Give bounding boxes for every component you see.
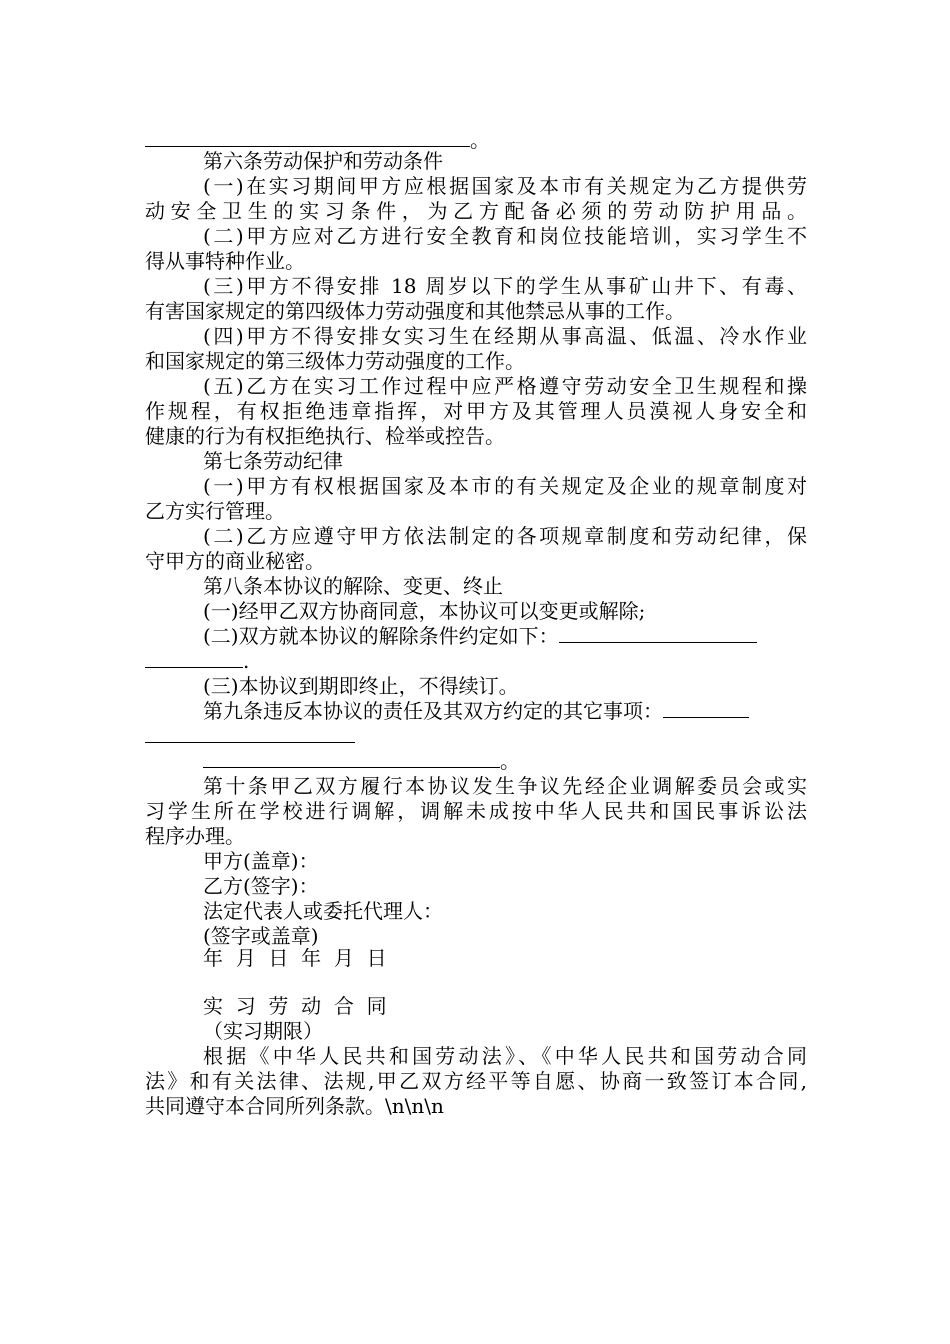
line-text: 习学生所在学校进行调解，调解未成按中华人民共和国民事诉讼法 <box>145 799 807 823</box>
line-text: 第九条违反本协议的责任及其双方约定的其它事项： <box>203 699 663 723</box>
line-text: (三)本协议到期即终止，不得续订。 <box>203 674 519 698</box>
article-heading <box>203 449 807 473</box>
text-line <box>203 174 807 198</box>
line-text: (一)经甲乙双方协商同意，本协议可以变更或解除; <box>203 599 646 623</box>
text-line <box>145 424 807 448</box>
text-line <box>145 499 807 523</box>
blank-underline <box>663 701 749 718</box>
line-text: (签字或盖章) <box>203 924 319 948</box>
line-text: (一)甲方有权根据国家及本市的有关规定及企业的规章制度对 <box>203 474 807 498</box>
signature-field <box>203 924 807 948</box>
line-text: 实 习 劳 动 合 同 <box>203 994 387 1018</box>
line-text: 作规程，有权拒绝违章指挥，对甲方及其管理人员漠视人身安全和 <box>145 399 807 423</box>
line-text: 有害国家规定的第四级体力劳动强度和其他禁忌从事的工作。 <box>145 299 685 323</box>
text-line <box>203 674 807 698</box>
line-text: 根据《中华人民共和国劳动法》、《中华人民共和国劳动合同 <box>203 1044 807 1068</box>
line-text: 共同遵守本合同所列条款。\n\n\n <box>145 1094 444 1118</box>
line-text: 乙方实行管理。 <box>145 499 285 523</box>
text-line <box>145 399 807 423</box>
article-heading <box>203 774 807 798</box>
line-text: 第十条甲乙双方履行本协议发生争议先经企业调解委员会或实 <box>203 774 807 798</box>
line-text: (一)在实习期间甲方应根据国家及本市有关规定为乙方提供劳 <box>203 174 807 198</box>
line-text: 和国家规定的第三级体力劳动强度的工作。 <box>145 349 525 373</box>
signature-field <box>203 874 807 898</box>
text-line <box>203 1044 807 1068</box>
article-heading <box>203 574 807 598</box>
line-text: 乙方(签字)： <box>203 874 319 898</box>
text-line <box>203 749 807 773</box>
line-text: (二)乙方应遵守甲方依法制定的各项规章制度和劳动纪律，保 <box>203 524 807 548</box>
text-line <box>145 649 807 673</box>
blank-underline <box>145 130 470 147</box>
text-line <box>203 524 807 548</box>
text-line <box>145 799 807 823</box>
line-text: 动安全卫生的实习条件，为乙方配备必须的劳动防护用品。 <box>145 199 807 223</box>
line-text: 第八条本协议的解除、变更、终止 <box>203 574 503 598</box>
text-line <box>203 324 807 348</box>
line-text: 。 <box>470 128 490 152</box>
text-line <box>145 1069 807 1093</box>
line-text: (二)甲方应对乙方进行安全教育和岗位技能培训，实习学生不 <box>203 224 807 248</box>
blank-underline <box>203 751 500 768</box>
text-line <box>203 374 807 398</box>
text-line <box>203 474 807 498</box>
text-line <box>203 274 807 298</box>
text-line <box>203 599 807 623</box>
blank-underline <box>559 626 757 643</box>
signature-field <box>203 849 807 873</box>
line-text: (五)乙方在实习工作过程中应严格遵守劳动安全卫生规程和操 <box>203 374 807 398</box>
text-line <box>145 824 807 848</box>
line-text: 法定代表人或委托代理人： <box>203 899 443 923</box>
line-text: 。 <box>500 749 520 773</box>
line-text: 法》和有关法律、法规,甲乙双方经平等自愿、协商一致签订本合同, <box>145 1069 807 1093</box>
line-text: . <box>243 649 250 673</box>
blank-underline <box>145 726 355 743</box>
line-text: (三)甲方不得安排 18 周岁以下的学生从事矿山井下、有毒、 <box>203 274 807 298</box>
signature-field <box>203 899 807 923</box>
line-text: 守甲方的商业秘密。 <box>145 549 325 573</box>
line-text: （实习期限） <box>203 1019 323 1043</box>
text-line <box>203 224 807 248</box>
text-line <box>145 549 807 573</box>
line-text: (四)甲方不得安排女实习生在经期从事高温、低温、冷水作业 <box>203 324 807 348</box>
text-line <box>145 249 807 273</box>
blank-underline <box>145 651 243 668</box>
article-heading <box>203 149 807 173</box>
line-text: (二)双方就本协议的解除条件约定如下： <box>203 624 559 648</box>
contract-subtitle <box>203 1019 807 1043</box>
line-text: 第六条劳动保护和劳动条件 <box>203 149 443 173</box>
line-text: 健康的行为有权拒绝执行、检举或控告。 <box>145 424 505 448</box>
line-text: 第七条劳动纪律 <box>203 449 343 473</box>
date-line <box>203 946 807 970</box>
line-text: 甲方(盖章)： <box>203 849 319 873</box>
article-heading <box>203 699 807 723</box>
text-line <box>145 199 807 223</box>
text-line <box>145 349 807 373</box>
text-line <box>145 1094 807 1118</box>
text-line <box>203 624 807 648</box>
text-line <box>145 299 807 323</box>
text-line <box>145 724 807 748</box>
line-text: 程序办理。 <box>145 824 245 848</box>
line-text: 得从事特种作业。 <box>145 249 305 273</box>
contract-title <box>203 994 807 1018</box>
line-text: 年 月 日 年 月 日 <box>203 946 387 970</box>
